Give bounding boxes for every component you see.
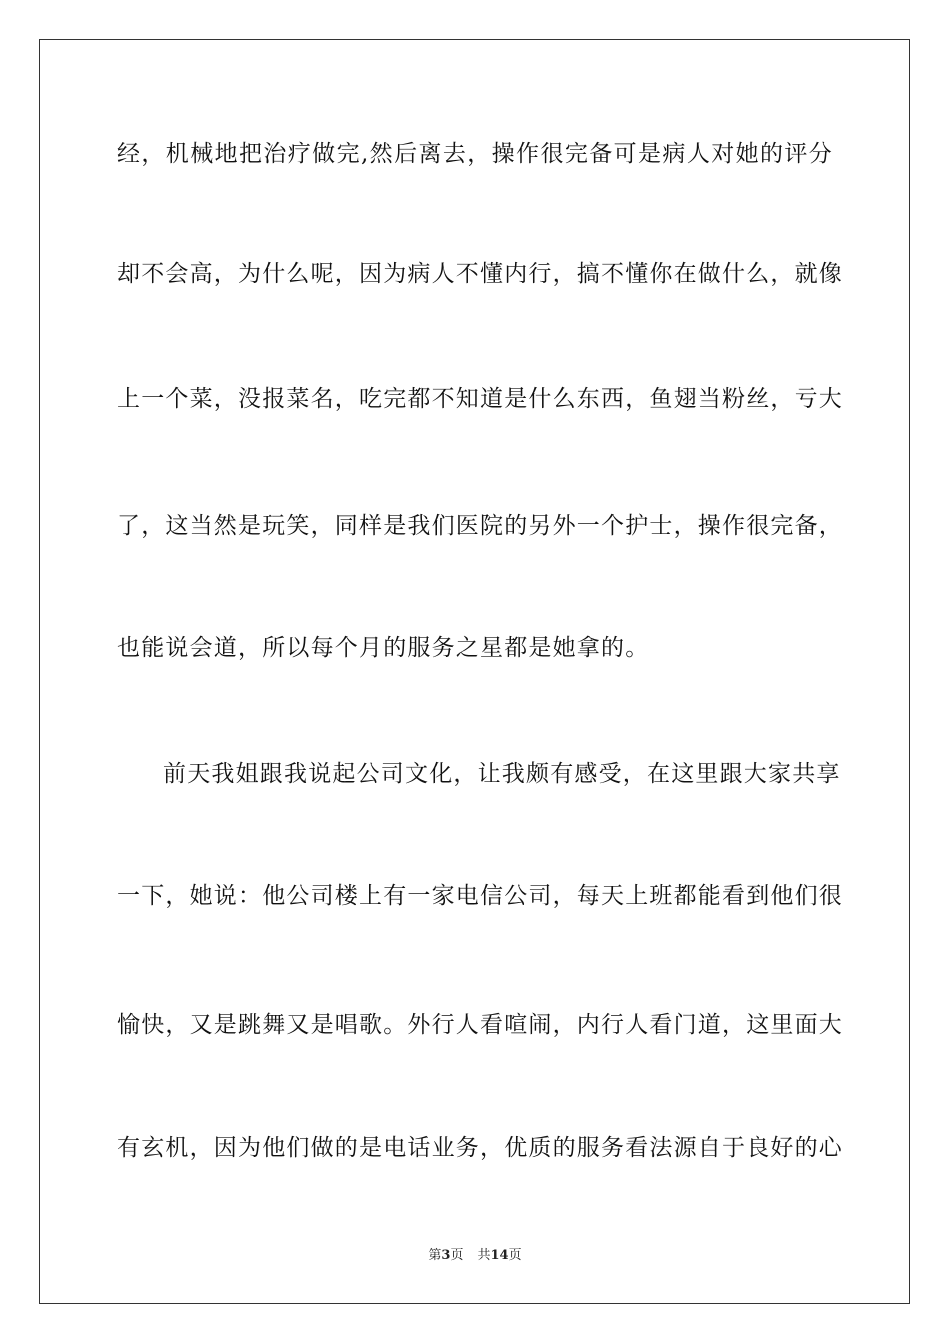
text-line: 也能说会道，所以每个月的服务之星都是她拿的。 [117,635,650,661]
paragraph-first-line: 前天我姐跟我说起公司文化，让我颇有感受，在这里跟大家共享 [163,761,841,787]
text-line: 经，机械地把治疗做完,然后离去，操作很完备可是病人对她的评分 [117,141,833,167]
text-line: 有玄机，因为他们做的是电话业务，优质的服务看法源自于良好的心 [117,1135,843,1161]
text-line: 了，这当然是玩笑，同样是我们医院的另外一个护士，操作很完备， [117,513,843,539]
page-footer [0,1247,950,1265]
total-pages: 14 [490,1248,509,1263]
page-border [39,39,910,1304]
total-suffix: 页 [508,1248,522,1263]
total-prefix: 共 [477,1248,491,1263]
text-line: 却不会高，为什么呢，因为病人不懂内行，搞不懂你在做什么，就像 [117,261,843,287]
text-line: 愉快，又是跳舞又是唱歌。外行人看喧闹，内行人看门道，这里面大 [117,1012,843,1038]
text-line: 上一个菜，没报菜名，吃完都不知道是什么东西，鱼翅当粉丝，亏大 [117,386,843,412]
page-number: 3 [441,1248,451,1263]
page-prefix: 第 [428,1248,442,1263]
text-line: 一下，她说：他公司楼上有一家电信公司，每天上班都能看到他们很 [117,883,843,909]
page-suffix: 页 [450,1248,464,1263]
